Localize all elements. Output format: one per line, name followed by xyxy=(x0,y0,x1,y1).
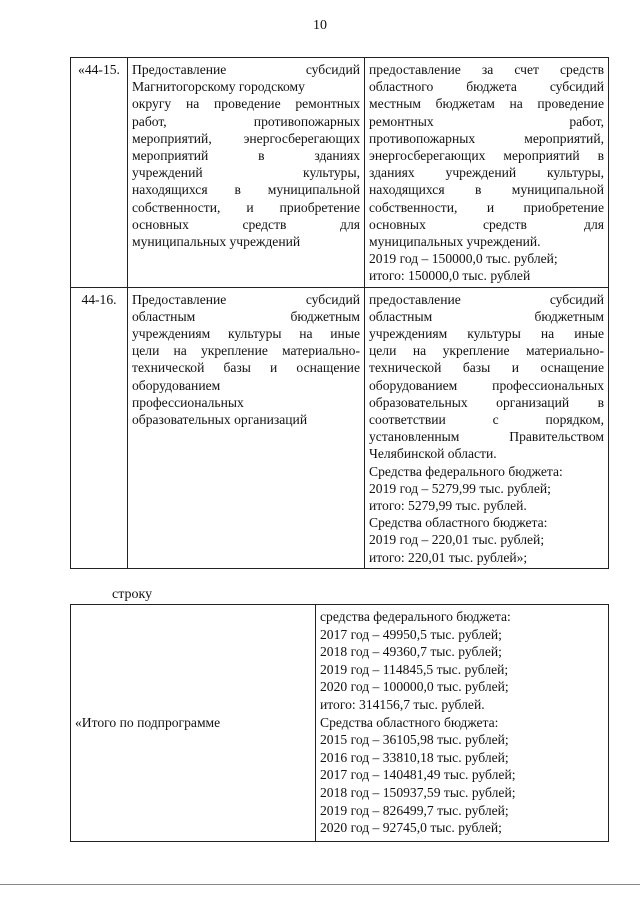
text-line: противопожарных мероприятий, xyxy=(369,130,604,146)
text-line: муниципальных учреждений xyxy=(132,234,301,250)
text-line: предоставление за счет средств xyxy=(369,62,604,77)
text-line: находящихся в муниципальной xyxy=(369,182,604,198)
row-number: 44-16. xyxy=(71,287,128,568)
stroku-label: строку xyxy=(112,587,153,602)
text-line: местным бюджетам на проведение xyxy=(369,96,604,112)
measure-description xyxy=(365,287,609,568)
text-line: цели на укрепление материально- xyxy=(132,343,360,359)
text-line: 2019 год – 826499,7 тыс. рублей; xyxy=(320,802,509,818)
table-row xyxy=(71,605,609,842)
text-line: профессиональных xyxy=(132,394,244,410)
text-line: областным бюджетным xyxy=(369,308,604,324)
text-line: 2018 год – 150937,59 тыс. рублей; xyxy=(320,784,516,800)
text-line: Магнитогорскому городскому xyxy=(132,79,305,95)
text-line: учреждений культуры, xyxy=(132,165,360,181)
text-line: зданиях учреждений культуры, xyxy=(369,165,604,181)
text-line: итого: 150000,0 тыс. рублей xyxy=(369,268,531,284)
text-line: Челябинской области. xyxy=(369,446,497,462)
measure-name xyxy=(128,58,365,288)
text-line: основных средств для xyxy=(369,216,604,232)
measure-description xyxy=(365,58,609,288)
row-number: «44-15. xyxy=(71,58,128,288)
text-line: работ, противопожарных xyxy=(132,113,360,129)
text-line: итого: 314156,7 тыс. рублей. xyxy=(320,696,485,712)
text-line: собственности, и приобретение xyxy=(132,199,360,215)
text-line: областного бюджета субсидий xyxy=(369,79,604,95)
text-line: ремонтных работ, xyxy=(369,113,604,129)
text-line: 2015 год – 36105,98 тыс. рублей; xyxy=(320,732,509,748)
text-line: оборудованием профессиональных xyxy=(369,377,604,393)
text-line: образовательных организаций в xyxy=(369,394,604,410)
text-line: соответствии с порядком, xyxy=(369,412,604,428)
text-line: основных средств для xyxy=(132,216,360,232)
text-line: итого: 5279,99 тыс. рублей. xyxy=(369,498,527,514)
total-values xyxy=(316,605,609,842)
text-line: 2019 год – 150000,0 тыс. рублей; xyxy=(369,251,558,267)
text-line: энергосберегающих мероприятий в xyxy=(369,148,604,164)
text-line: собственности, и приобретение xyxy=(369,199,604,215)
text-line: 2017 год – 49950,5 тыс. рублей; xyxy=(320,626,502,642)
text-line: Средства областного бюджета: xyxy=(369,515,548,531)
text-line: 2017 год – 140481,49 тыс. рублей; xyxy=(320,767,516,783)
text-line: итого: 220,01 тыс. рублей»; xyxy=(369,549,528,565)
text-line: образовательных организаций xyxy=(132,412,308,428)
text-line: 2016 год – 33810,18 тыс. рублей; xyxy=(320,749,509,765)
text-line: мероприятий в зданиях xyxy=(132,148,360,164)
text-line: округу на проведение ремонтных xyxy=(132,96,360,112)
text-line: оборудованием xyxy=(132,377,221,393)
subsidy-table xyxy=(70,57,609,569)
text-line: Средства федерального бюджета: xyxy=(369,463,563,479)
text-line: средства федерального бюджета: xyxy=(320,609,511,624)
text-line: 2020 год – 100000,0 тыс. рублей; xyxy=(320,679,509,695)
text-line: 2019 год – 114845,5 тыс. рублей; xyxy=(320,661,509,677)
total-label: «Итого по подпрограмме xyxy=(71,605,316,842)
text-line: находящихся в муниципальной xyxy=(132,182,360,198)
text-line: учреждениям культуры на иные xyxy=(132,326,360,342)
text-line: 2019 год – 220,01 тыс. рублей; xyxy=(369,532,545,548)
text-line: установленным Правительством xyxy=(369,429,604,445)
text-line: предоставление субсидий xyxy=(369,291,604,307)
text-line: технической базы и оснащение xyxy=(132,360,360,376)
text-line: учреждениям культуры на иные xyxy=(369,326,604,342)
text-line: областным бюджетным xyxy=(132,308,360,324)
text-line: 2020 год – 92745,0 тыс. рублей; xyxy=(320,820,502,836)
text-line: цели на укрепление материально- xyxy=(369,343,604,359)
text-line: Средства областного бюджета: xyxy=(320,714,499,730)
text-line: муниципальных учреждений. xyxy=(369,234,541,250)
text-line: Предоставление субсидий xyxy=(132,62,360,77)
text-line: мероприятий, энергосберегающих xyxy=(132,130,360,146)
text-line: технической базы и оснащение xyxy=(369,360,604,376)
measure-name xyxy=(128,287,365,568)
page-number: 10 xyxy=(313,18,327,33)
table-row xyxy=(71,58,609,288)
text-line: Предоставление субсидий xyxy=(132,291,360,307)
text-line: 2018 год – 49360,7 тыс. рублей; xyxy=(320,644,502,660)
subprogram-total-table xyxy=(70,604,609,842)
text-line: 2019 год – 5279,99 тыс. рублей; xyxy=(369,480,551,496)
table-row xyxy=(71,287,609,568)
bottom-rule xyxy=(0,884,640,885)
